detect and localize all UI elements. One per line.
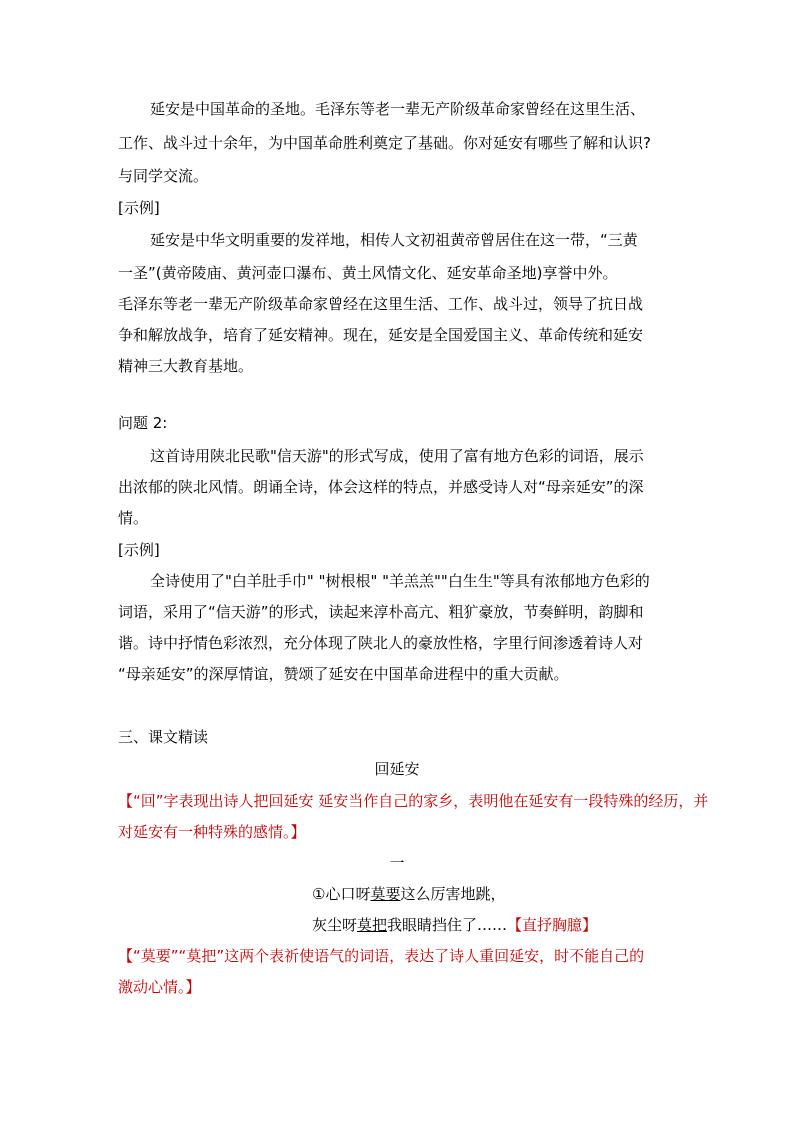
intro-line-1: 延安是中国革命的圣地。毛泽东等老一辈无产阶级革命家曾经在这里生活、: [150, 100, 646, 118]
verse-2-annotation: 【直抒胸臆】: [507, 916, 598, 934]
intro-line-2: 工作、战斗过十余年，为中国革命胜利奠定了基础。你对延安有哪些了解和认识?: [118, 134, 651, 152]
verse-2-underlined: 莫把: [357, 916, 388, 934]
intro-example-line-3: 毛泽东等老一辈无产阶级革命家曾经在这里生活、工作、战斗过，领导了抗日战: [118, 295, 644, 313]
verse-annotation-line-2: 激动心情。】: [118, 978, 201, 996]
question-2-example-line-3: 谐。诗中抒情色彩浓烈，充分体现了陕北人的豪放性格，字里行间渗透着诗人对: [118, 634, 644, 652]
verse-2-prefix: 灰尘呀: [312, 916, 358, 934]
intro-line-3: 与同学交流。: [118, 167, 209, 185]
section-3-heading: 三、课文精读: [118, 728, 209, 746]
question-2-example-label: [示例]: [118, 541, 160, 559]
verse-1-suffix: 这么厉害地跳，: [400, 885, 506, 903]
question-2-line-1: 这首诗用陕北民歌"信天游"的形式写成，使用了富有地方色彩的词语，展示: [150, 447, 644, 465]
question-2-line-2: 出浓郁的陕北风情。朗诵全诗，体会这样的特点，并感受诗人对“母亲延安”的深: [118, 478, 644, 496]
question-2-example-line-1: 全诗使用了"白羊肚手巾" "树根根" "羊羔羔""白生生"等具有浓郁地方色彩的: [150, 572, 650, 590]
title-annotation-line-2: 对延安有一种特殊的感情。】: [118, 823, 306, 841]
verse-line-1: [312, 884, 712, 904]
intro-example-line-4: 争和解放战争，培育了延安精神。现在，延安是全国爱国主义、革命传统和延安: [118, 326, 644, 344]
poem-part-number: 一: [389, 854, 405, 872]
intro-example-line-2: 一圣”(黄帝陵庙、黄河壶口瀑布、黄土风情文化、延安革命圣地)享誉中外。: [118, 264, 618, 282]
question-2-label: 问题 2:: [118, 414, 168, 432]
intro-example-label: [示例]: [118, 199, 160, 217]
title-annotation-line-1: 【“回”字表现出诗人把回延安 延安当作自己的家乡，表明他在延安有一段特殊的经历，并: [118, 792, 709, 810]
intro-example-line-1: 延安是中华文明重要的发祥地，相传人文初祖黄帝曾居住在这一带，“三黄: [150, 231, 638, 249]
verse-1-prefix: ①心口呀: [312, 885, 371, 903]
intro-example-line-5: 精神三大教育基地。: [118, 357, 254, 375]
verse-2-suffix: 我眼睛挡住了……: [387, 916, 508, 934]
verse-line-2: [312, 915, 732, 935]
verse-annotation-line-1: 【“莫要”“莫把”这两个表祈使语气的词语，表达了诗人重回延安，时不能自己的: [118, 947, 645, 965]
poem-title: 回延安: [374, 760, 420, 778]
verse-1-underlined: 莫要: [370, 885, 401, 903]
question-2-example-line-2: 词语，采用了“信天游”的形式，读起来淳朴高亢、粗犷豪放，节奏鲜明，韵脚和: [118, 603, 644, 621]
question-2-example-line-4: “母亲延安”的深厚情谊，赞颂了延安在中国革命进程中的重大贡献。: [118, 665, 569, 683]
question-2-line-3: 情。: [118, 509, 149, 527]
